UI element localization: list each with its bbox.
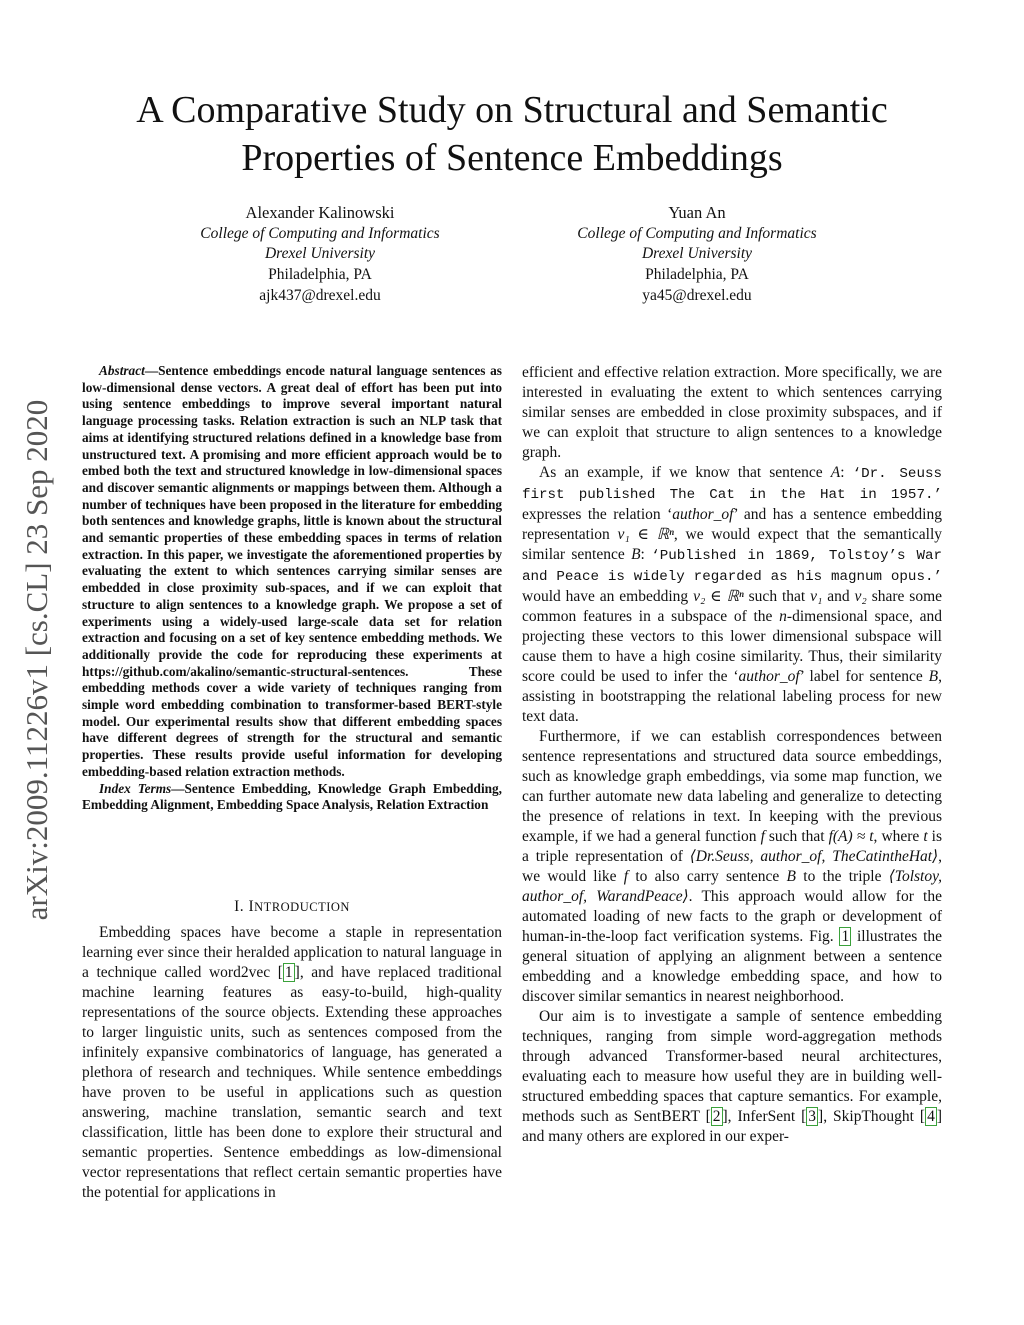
abstract-text: —Sentence embeddings encode natural language sentences as low-dimensional dense vectors. A great deal of effort has been put into using sentence embeddings to improve several important natural language processing tasks. Relation extraction is such an NLP task that aims at identifying structured relations defined in a knowledge base from unstructured text. A promising and more efficient approach would be to embed both the text and structured knowledge in low-dimensional spaces and discover semantic alignments or mappings between them. Although a number of techniques have been proposed in the literature for embedding both sentences and knowledge graphs, little is known about the structural and semantic properties of these embedding spaces in terms of relation extraction. In this paper, we investigate the aforementioned properties by evaluating the extent to which sentences carrying similar senses are embedded in close proximity sub-spaces, and if we can exploit that structure to align sentences to a knowledge graph. We propose a set of experiments using a widely-used large-scale data set for relation extraction and focusing on a set of key sentence embedding methods. We additionally provide the code for reproducing these experiments at https://github.com/akalino/semantic-structural-sentences. These embedding methods cover a wide variety of techniques ranging from simple word embedding combination to transformer-based BERT-style model. Our experimental results show that different embedding spaces have different degrees of strength for the structural and semantic properties. These results provide useful information for developing embedding-based relation extraction methods. — [82, 363, 502, 779]
arxiv-identifier: arXiv:2009.11226v1 [cs.CL] 23 Sep 2020 — [19, 399, 54, 921]
index-terms-text: —Sentence Embedding, Knowledge Graph Embedding, Embedding Alignment, Embedding Space Analysis, Relation Extraction — [82, 780, 503, 813]
section-initial: I — [248, 898, 255, 915]
author-affiliation: College of Computing and Informatics — [200, 224, 440, 242]
citation-link[interactable]: 1 — [284, 964, 293, 981]
citation-link[interactable]: 4 — [927, 1108, 935, 1125]
example-paragraph: As an example, if we know that sentence A: ‘Dr. Seuss first published The Cat in the Hat in 1957.’ expresses the relation ‘author_of’ and has a sentence embedding representation v₁ ∈ ℝⁿ, we would expect that the semantically similar sentence B: ‘Published in 1869, Tolstoy’s War and Peace is widely regarded as his magnum opus.’ would have an embedding v₂ ∈ ℝⁿ such that v₁ and v₂ share some common features in a subspace of the n-dimensional space, and projecting these vectors to this lower dimensional subspace will cause them to have a high cosine similarity. Thus, their similarity score could be used to infer the ‘author_of’ label for sentence B, assisting in bootstrapping the relational labeling process for new text data. — [522, 464, 943, 725]
figure-link[interactable]: 1 — [841, 928, 850, 945]
author-name: Yuan An — [668, 203, 726, 222]
right-column-body — [522, 363, 942, 1147]
example-sentence-b: ‘Published in 1869, Tolstoy’s War and Peace is widely regarded as his magnum opus.’ — [522, 548, 943, 585]
abstract-label: Abstract — [99, 363, 145, 378]
author-block-1 — [170, 203, 470, 307]
author-university: Drexel University — [264, 245, 376, 263]
abstract — [82, 363, 502, 814]
arxiv-sidebar — [8, 360, 66, 960]
left-column-body — [82, 923, 502, 1203]
author-location: Philadelphia, PA — [645, 266, 749, 284]
author-email[interactable]: ya45@drexel.edu — [642, 286, 752, 304]
section-heading — [82, 898, 502, 916]
paragraph-continued: efficient and effective relation extraction. More specifically, we are interested in evaluating the extent to which sentences carrying similar senses are embedded in close proximity subspaces, and if we can exploit that structure to align sentences to a knowledge graph. — [522, 364, 942, 461]
aim-paragraph: Our aim is to investigate a sample of sentence embedding techniques, ranging from simple word-aggregation methods through advanced Transformer-based neural architectures, evaluating each to measure how useful they are in building well-structured embedding spaces that capture semantics. For example, methods such as SentBERT [ 2 ], InferSent [ 3 ], SkipThought [ 4 ] and many others are explored in our exper- — [522, 1008, 943, 1145]
author-name: Alexander Kalinowski — [245, 203, 395, 222]
author-affiliation: College of Computing and Informatics — [577, 224, 817, 242]
index-terms-label: Index Terms — [99, 780, 172, 796]
intro-paragraph-1: Embedding spaces have become a staple in representation learning ever since their heralded application to natural language in a technique called word2vec [ 1 ], and have replaced traditional machine learning features as easy-to-build, high-quality representations of the source objects. Extending these approaches to larger linguistic units, such as sentences composed from the infinitely expansive combinatorics of language, has generated a plethora of research and techniques. While sentence embeddings have proven to be useful in applications such as question answering, machine translation, semantic search and text classification, little has been done to explore their structural and semantic properties. Sentence embeddings as low-dimensional vector representations that reflect certain semantic properties have the potential for applications in — [82, 924, 502, 1201]
section-number: I. — [234, 898, 245, 915]
author-email[interactable]: ajk437@drexel.edu — [259, 286, 381, 304]
section-title-rest: NTRODUCTION — [254, 900, 350, 914]
title-line-1: A Comparative Study on Structural and Semantic — [136, 89, 888, 131]
title-line-2: Properties of Sentence Embeddings — [241, 137, 783, 179]
example-sentence-a: ‘Dr. Seuss first published The Cat in the Hat in 1957.’ — [522, 466, 942, 503]
citation-link[interactable]: 3 — [808, 1108, 817, 1125]
furthermore-paragraph: Furthermore, if we can establish correspondences between sentence representations and structured data source embeddings, such as knowledge graph embeddings, via some map function, we can further automate new data labeling and generalize to detecting the presence of relations in text. In keeping with the previous example, if we had a general function f such that f(A) ≈ t, where t is a triple representation of ⟨Dr.Seuss, author_of, TheCatintheHat⟩, we would like f to also carry sentence B to the triple ⟨Tolstoy, author_of, WarandPeace⟩. This approach would allow for the automated loading of new facts to the graph or development of human-in-the-loop fact verification systems. Fig. 1 illustrates the general situation of applying an alignment between a sentence embedding and a knowledge embedding space, and how to discover similar semantics in nearest neighborhood. — [522, 728, 943, 1005]
paper-title — [0, 86, 1024, 182]
author-block-2 — [547, 203, 847, 307]
citation-link[interactable]: 2 — [712, 1108, 721, 1125]
author-location: Philadelphia, PA — [268, 266, 372, 284]
author-university: Drexel University — [641, 245, 753, 263]
